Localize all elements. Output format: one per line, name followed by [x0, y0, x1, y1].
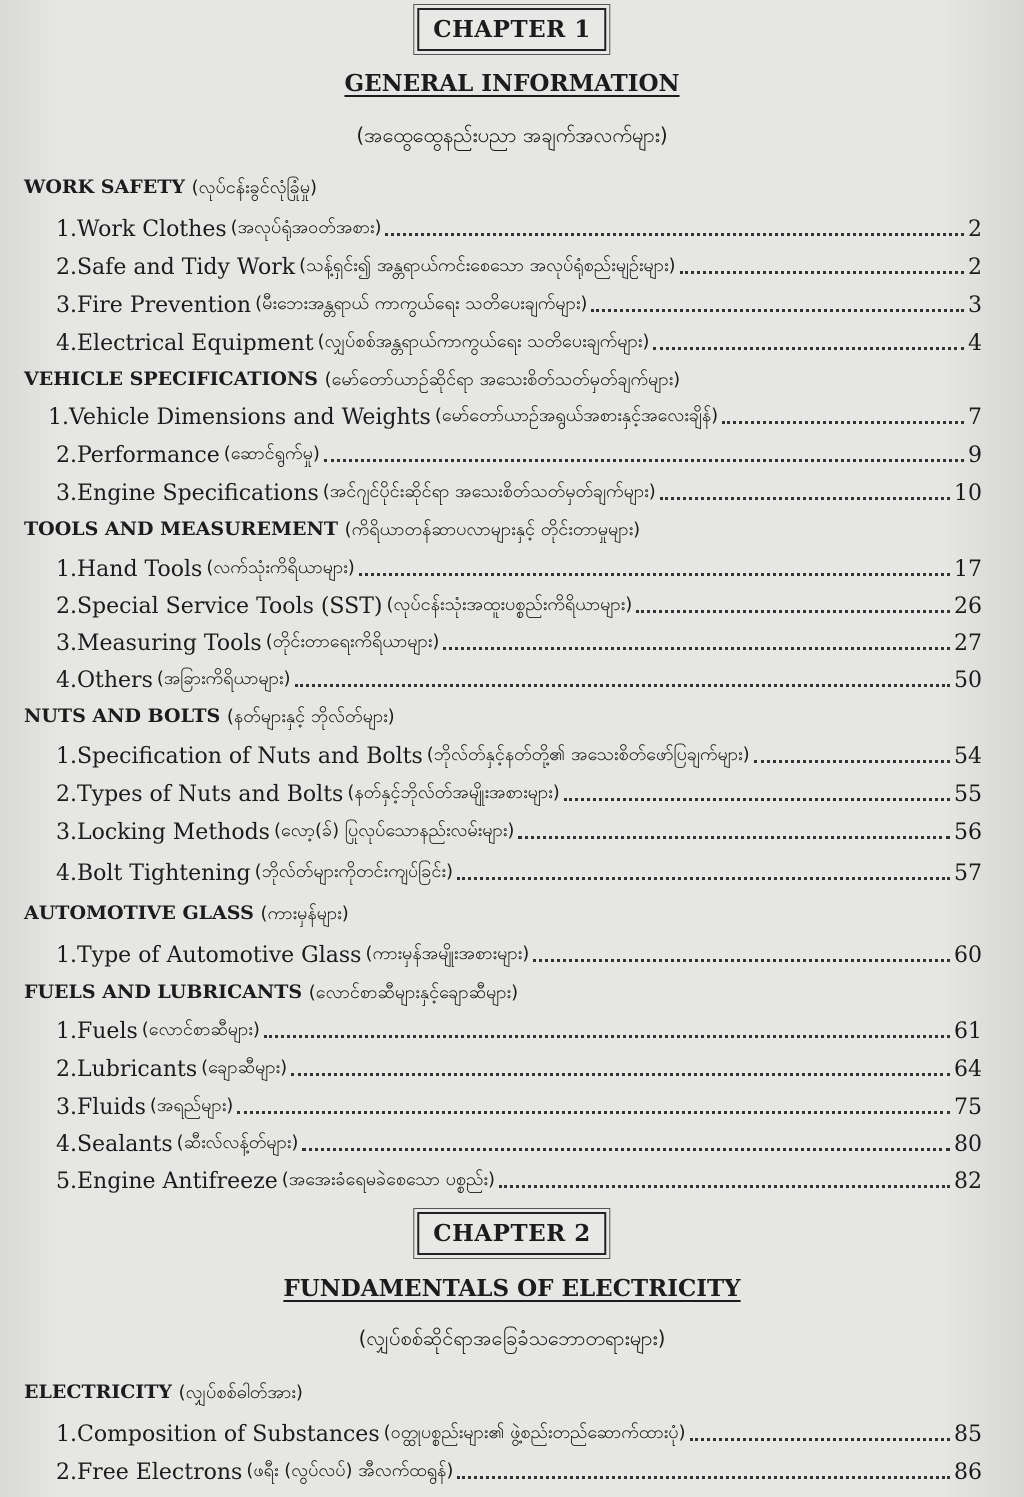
entry-label-mm: (မော်တော်ယာဉ်အရွယ်အစားနှင့်အလေးချိန်)	[434, 405, 719, 426]
entry-label-mm: (ကားမှန်အမျိုးအစားများ)	[365, 943, 530, 964]
entry-label: 2.Safe and Tidy Work	[56, 255, 296, 280]
section-title: WORK SAFETY	[24, 176, 185, 198]
entry-label-mm: (လျှပ်စစ်အန္တရာယ်ကာကွယ်ရေး သတိပေးချက်များ)	[317, 331, 650, 352]
chapter-2-subtitle: (လျှပ်စစ်ဆိုင်ရာအခြေခံသဘောတရားများ)	[358, 1326, 666, 1350]
dot-leader	[291, 1072, 950, 1076]
entry-page: 82	[954, 1169, 982, 1194]
entry-page: 2	[968, 255, 982, 280]
dot-leader	[302, 1147, 950, 1151]
entry-label-mm: (အခြားကိရိယာများ)	[156, 668, 291, 689]
dot-leader	[264, 1034, 950, 1038]
chapter-1-title: GENERAL INFORMATION	[344, 70, 680, 97]
entry-label-mm: (သန့်ရှင်း၍ အန္တရာယ်ကင်းစေသော အလုပ်ရုံစည်းမျဉ်းများ)	[299, 255, 676, 276]
dot-leader	[385, 232, 964, 236]
entry-page: 10	[954, 481, 982, 506]
section-title: TOOLS AND MEASUREMENT	[24, 518, 338, 540]
dot-leader	[295, 683, 951, 687]
entry-label-mm: (အရည်များ)	[149, 1095, 234, 1116]
entry-page: 9	[968, 443, 982, 468]
section-heading	[24, 367, 984, 394]
entry-label: 1.Type of Automotive Glass	[56, 943, 362, 968]
section-title: AUTOMOTIVE GLASS	[24, 902, 254, 924]
dot-leader	[591, 308, 964, 312]
entry-label: 5.Engine Antifreeze	[56, 1169, 278, 1194]
section-title-mm: (နတ်များနှင့် ဘိုလ်တ်များ)	[226, 706, 395, 727]
entry-page: 2	[968, 217, 982, 242]
entry-page: 60	[954, 943, 982, 968]
dot-leader	[722, 420, 964, 424]
entry-label: 4.Sealants	[56, 1132, 173, 1157]
entry-page: 27	[954, 631, 982, 656]
toc-entry[interactable]	[56, 1160, 982, 1194]
toc-entry[interactable]	[56, 773, 982, 807]
toc-entry[interactable]	[56, 622, 982, 656]
dot-leader	[680, 270, 964, 274]
dot-leader	[237, 1110, 950, 1114]
entry-page: 56	[954, 820, 982, 845]
dot-leader	[636, 609, 950, 613]
dot-leader	[499, 1184, 950, 1188]
entry-page: 26	[954, 594, 982, 619]
toc-entry[interactable]	[56, 246, 982, 280]
dot-leader	[324, 458, 964, 462]
toc-entry[interactable]	[56, 1086, 982, 1120]
toc-entry[interactable]	[56, 472, 982, 506]
dot-leader	[443, 646, 950, 650]
entry-page: 80	[954, 1132, 982, 1157]
entry-label: 1.Work Clothes	[56, 217, 227, 242]
entry-page: 61	[954, 1019, 982, 1044]
section-title-mm: (ကားမှန်များ)	[260, 903, 349, 924]
entry-label-mm: (ဘိုလ်တ်များကိုတင်းကျပ်ခြင်း)	[254, 861, 454, 882]
toc-entry[interactable]	[56, 1048, 982, 1082]
dot-leader	[533, 958, 950, 962]
dot-leader	[564, 797, 950, 801]
dot-leader	[653, 346, 964, 350]
entry-label: 1.Hand Tools	[56, 557, 203, 582]
entry-label-mm: (လက်သုံးကိရိယာများ)	[206, 557, 355, 578]
entry-label-mm: (ဆောင်ရွက်မှု)	[223, 443, 320, 464]
toc-entry[interactable]	[56, 735, 982, 769]
toc-entry[interactable]	[56, 322, 982, 356]
section-title: NUTS AND BOLTS	[24, 705, 221, 727]
toc-entry[interactable]	[56, 659, 982, 693]
entry-page: 7	[968, 405, 982, 430]
toc-entry[interactable]	[56, 811, 982, 845]
section-heading	[24, 175, 984, 202]
entry-label: 2.Special Service Tools (SST)	[56, 594, 383, 619]
entry-page: 50	[954, 668, 982, 693]
toc-entry[interactable]	[56, 1413, 982, 1447]
section-heading	[24, 1380, 984, 1407]
entry-label-mm: (အင်ဂျင်ပိုင်းဆိုင်ရာ အသေးစိတ်သတ်မှတ်ချက်များ)	[322, 481, 656, 502]
entry-label: 2.Types of Nuts and Bolts	[56, 782, 344, 807]
section-heading	[24, 704, 984, 731]
entry-label-mm: (မီးဘေးအန္တရာယ် ကာကွယ်ရေး သတိပေးချက်များ)	[255, 293, 588, 314]
entry-page: 3	[968, 293, 982, 318]
entry-label-mm: (ချောဆီများ)	[201, 1057, 288, 1078]
entry-label-mm: (လော့(ခ်) ပြုလုပ်သောနည်းလမ်းများ)	[273, 820, 515, 841]
toc-entry[interactable]	[48, 396, 982, 430]
chapter-2-label: CHAPTER 2	[417, 1212, 606, 1255]
entry-label-mm: (နတ်နှင့်ဘိုလ်တ်အမျိုးအစားများ)	[347, 782, 560, 803]
chapter-1-subtitle: (အထွေထွေနည်းပညာ အချက်အလက်များ)	[356, 123, 668, 147]
entry-page: 54	[954, 744, 982, 769]
dot-leader	[457, 876, 950, 880]
entry-label: 3.Fluids	[56, 1095, 146, 1120]
dot-leader	[660, 496, 950, 500]
section-title-mm: (လုပ်ငန်းခွင်လုံခြုံမှု)	[191, 177, 318, 198]
entry-label: 2.Free Electrons	[56, 1460, 243, 1485]
entry-label: 1.Vehicle Dimensions and Weights	[48, 405, 431, 430]
entry-label-mm: (ဝတ္ထုပစ္စည်းများ၏ ဖွဲ့စည်းတည်ဆောက်ထားပုံ)	[383, 1422, 686, 1443]
dot-leader	[754, 759, 950, 763]
dot-leader	[457, 1475, 950, 1479]
toc-entry[interactable]	[56, 585, 982, 619]
section-title: FUELS AND LUBRICANTS	[24, 981, 303, 1003]
dot-leader	[518, 835, 950, 839]
chapter-1-label: CHAPTER 1	[417, 8, 606, 51]
section-title-mm: (မော်တော်ယာဉ်ဆိုင်ရာ အသေးစိတ်သတ်မှတ်ချက်များ)	[324, 369, 681, 390]
entry-label: 2.Performance	[56, 443, 220, 468]
dot-leader	[690, 1437, 950, 1441]
section-title: ELECTRICITY	[24, 1381, 172, 1403]
entry-label: 1.Fuels	[56, 1019, 138, 1044]
entry-page: 55	[954, 782, 982, 807]
entry-label: 3.Locking Methods	[56, 820, 270, 845]
toc-entry[interactable]	[56, 934, 982, 968]
entry-label: 3.Measuring Tools	[56, 631, 262, 656]
toc-entry[interactable]	[56, 208, 982, 242]
entry-label-mm: (တိုင်းတာရေးကိရိယာများ)	[265, 631, 440, 652]
entry-label-mm: (လုပ်ငန်းသုံးအထူးပစ္စည်းကိရိယာများ)	[386, 594, 633, 615]
entry-label-mm: (ဆီးလ်လန့်တ်များ)	[176, 1132, 299, 1153]
section-heading	[24, 980, 984, 1007]
section-title-mm: (ကိရိယာတန်ဆာပလာများနှင့် တိုင်းတာမှုများ)	[344, 519, 641, 540]
entry-label: 4.Electrical Equipment	[56, 331, 314, 356]
entry-label-mm: (လောင်စာဆီများ)	[141, 1019, 260, 1040]
entry-page: 4	[968, 331, 982, 356]
entry-label: 4.Bolt Tightening	[56, 861, 251, 886]
toc-entry[interactable]	[56, 548, 982, 582]
chapter-2-title: FUNDAMENTALS OF ELECTRICITY	[283, 1275, 741, 1302]
entry-label: 1.Specification of Nuts and Bolts	[56, 744, 423, 769]
entry-page: 85	[954, 1422, 982, 1447]
entry-page: 64	[954, 1057, 982, 1082]
toc-entry[interactable]	[56, 284, 982, 318]
section-heading	[24, 517, 984, 544]
entry-label: 3.Engine Specifications	[56, 481, 319, 506]
entry-page: 75	[954, 1095, 982, 1120]
entry-label-mm: (အအေးခံရေမခဲစေသော ပစ္စည်း)	[281, 1169, 495, 1190]
entry-label: 2.Lubricants	[56, 1057, 198, 1082]
entry-page: 57	[954, 861, 982, 886]
entry-label: 4.Others	[56, 668, 153, 693]
dot-leader	[359, 572, 950, 576]
entry-label-mm: (ဖရီး (လွပ်လပ်) အီလက်ထရွန်)	[246, 1460, 454, 1481]
entry-label: 3.Fire Prevention	[56, 293, 252, 318]
entry-label-mm: (အလုပ်ရုံအဝတ်အစား)	[230, 217, 382, 238]
section-heading	[24, 901, 984, 928]
entry-label: 1.Composition of Substances	[56, 1422, 380, 1447]
section-title-mm: (လျှပ်စစ်ဓါတ်အား)	[178, 1382, 303, 1403]
section-title: VEHICLE SPECIFICATIONS	[24, 368, 319, 390]
toc-entry[interactable]	[56, 1010, 982, 1044]
toc-entry[interactable]	[56, 852, 982, 886]
toc-entry[interactable]	[56, 1123, 982, 1157]
entry-page: 17	[954, 557, 982, 582]
toc-entry[interactable]	[56, 434, 982, 468]
toc-entry[interactable]	[56, 1451, 982, 1485]
section-title-mm: (လောင်စာဆီများနှင့်ချောဆီများ)	[308, 982, 519, 1003]
entry-label-mm: (ဘိုလ်တ်နှင့်နတ်တို့၏ အသေးစိတ်ဖော်ပြချက်များ)	[426, 744, 750, 765]
entry-page: 86	[954, 1460, 982, 1485]
